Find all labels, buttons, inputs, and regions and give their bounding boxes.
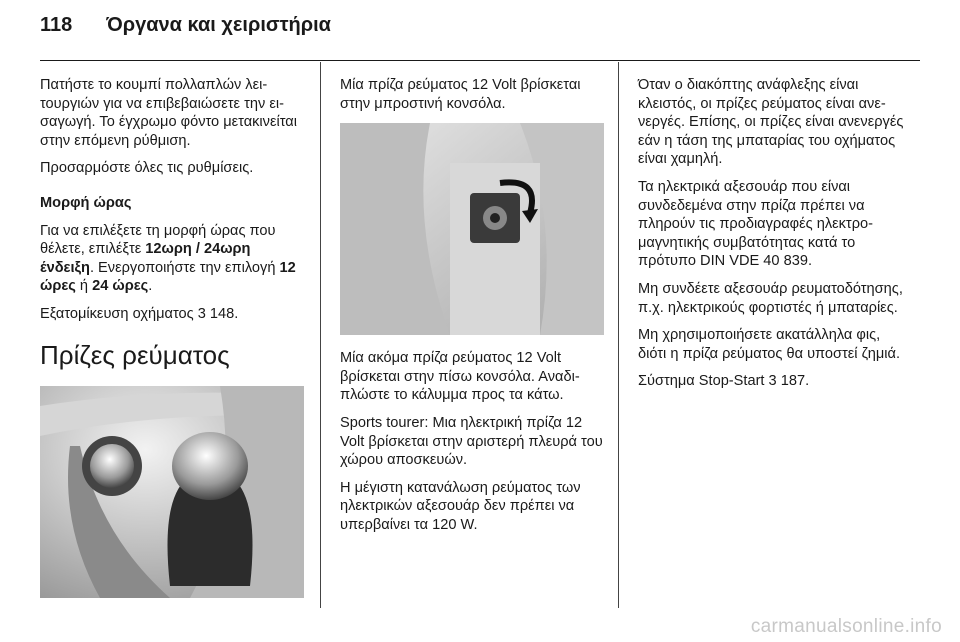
page-header [40, 14, 331, 44]
watermark: carmanualsonline.info [750, 616, 942, 637]
column-3 [638, 76, 906, 400]
reference-arrow-icon: 3 [197, 305, 206, 322]
paragraph: Μη χρησιμοποιήσετε ακατάλληλα φις, διότι η πρίζα ρεύματος θα υποστεί ζημιά. [638, 327, 901, 362]
column-2 [340, 76, 604, 544]
page-title: Όργανα και χειριστήρια [106, 14, 331, 36]
paragraph-time-format: Για να επιλέξετε τη μορφή ώρας που θέλετε, επιλέξτε 12ωρη / 24ωρη ένδειξη. Ενεργοποιήστε την επιλογή 12 ώρες ή 24 ώρες. [40, 222, 296, 295]
section-heading: Πρίζες ρεύματος [40, 339, 230, 370]
cross-reference[interactable]: Εξατομίκευση οχήματος 3 148. [40, 305, 239, 322]
reference-arrow-icon: 3 [768, 373, 777, 390]
column-1 [40, 76, 308, 598]
paragraph: Μη συνδέετε αξεσουάρ ρευματοδότησης, π.χ. ηλεκτρικούς φορτιστές ή μπαταρίες. [638, 280, 903, 316]
paragraph: Η μέγιστη κατανάλωση ρεύματος των ηλεκτρικών αξεσουάρ δεν πρέπει να υπερβαίνει τα 120 W. [340, 479, 581, 533]
paragraph: Πατήστε το κουμπί πολλαπλών λειτουργιών για να επιβεβαιώσετε την εισαγωγή. Το έγχρωμο φόντο μετακινείται στην επόμενη ρύθμιση. [40, 77, 297, 149]
paragraph: Τα ηλεκτρικά αξεσουάρ που είναι συνδεδεμένα στην πρίζα πρέπει να πληρούν τις προδιαγραφές ηλεκτρομαγνητικής συμβατότητας κατά το πρότυπο DIN VDE 40 839. [638, 178, 873, 270]
paragraph: Sports tourer: Μια ηλεκτρική πρίζα 12 Volt βρίσκεται στην αριστερή πλευρά του χώρου αποσκευών. [340, 414, 603, 469]
paragraph: Όταν ο διακόπτης ανάφλεξης είναι κλειστός, οι πρίζες ρεύματος είναι ανενεργές. Επίσης, οι πρίζες είναι ανενεργές εάν η τάση της μπαταρίας του οχήματος είναι χαμηλή. [638, 77, 904, 168]
cross-reference[interactable]: Σύστημα Stop-Start 3 187. [638, 373, 810, 390]
page-number: 118 [40, 14, 73, 36]
column-divider [320, 62, 321, 608]
paragraph: Μία ακόμα πρίζα ρεύματος 12 Volt βρίσκεται στην πίσω κονσόλα. Αναδιπλώστε το κάλυμμα προς τα κάτω. [340, 350, 580, 404]
column-divider [618, 62, 619, 608]
rear-power-outlet-photo [340, 123, 604, 335]
header-rule [40, 60, 920, 61]
paragraph: Προσαρμόστε όλες τις ρυθμίσεις. [40, 160, 254, 177]
subheading-time-format: Μορφή ώρας [40, 194, 132, 211]
front-power-outlet-photo [40, 386, 304, 598]
paragraph: Μία πρίζα ρεύματος 12 Volt βρίσκεται στην μπροστινή κονσόλα. [340, 77, 581, 112]
